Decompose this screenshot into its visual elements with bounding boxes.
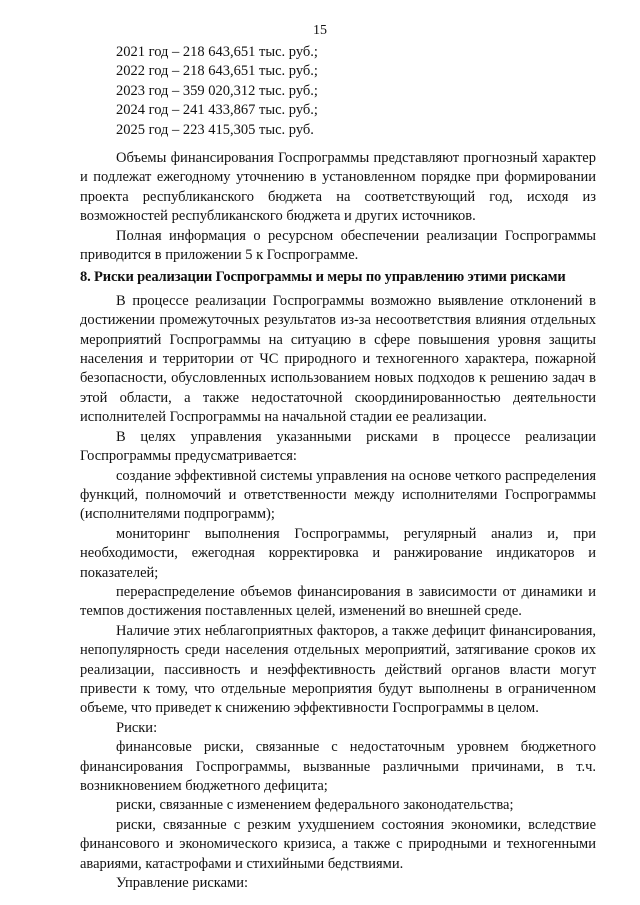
- list-item: риски, связанные с резким ухудшением состояния экономики, вследствие финансового и экономического кризиса, а также с природными и техногенными авариями, катастрофами и стихийными бедствиями.: [80, 816, 596, 872]
- paragraph: Наличие этих неблагоприятных факторов, а также дефицит финансирования, непопулярность среди населения отдельных мероприятий, затягивание сроков их реализации, пассивность и неэффективность действий органов власти могут привести к тому, что отдельные мероприятия будут выполнены в ограниченном объеме, что приведет к снижению эффективности Госпрограммы в целом.: [80, 622, 596, 717]
- funding-year-item: 2025 год – 223 415,305 тыс. руб.: [116, 121, 314, 138]
- funding-year-item: 2022 год – 218 643,651 тыс. руб.;: [116, 63, 318, 80]
- list-item: перераспределение объемов финансирования в зависимости от динамики и темпов достижения поставленных целей, изменений во внешней среде.: [80, 583, 596, 620]
- paragraph: Управление рисками:: [116, 875, 249, 892]
- paragraph: Полная информация о ресурсном обеспечении реализации Госпрограммы приводится в приложении 5 к Госпрограмме.: [80, 227, 596, 264]
- list-item: мониторинг выполнения Госпрограммы, регулярный анализ и, при необходимости, ежегодная корректировка и ранжирование индикаторов и показателей;: [80, 525, 596, 581]
- list-item: создание эффективной системы управления на основе четкого распределения функций, полномочий и ответственности между исполнителями Госпрограммы (исполнителями подпрограмм);: [80, 467, 596, 523]
- funding-by-year-list: [116, 43, 318, 140]
- funding-year-item: 2024 год – 241 433,867 тыс. руб.;: [116, 102, 318, 119]
- section-heading: 8. Риски реализации Госпрограммы и меры по управлению этими рисками: [80, 269, 566, 286]
- paragraph: В процессе реализации Госпрограммы возможно выявление отклонений в достижении промежуточных результатов из-за несоответствия влияния отдельных мероприятий Госпрограммы на ситуацию в сфере повышения уровня защиты населения и территории от ЧС природного и техногенного характера, пожарной безопасности, обусловленных использованием новых подходов к решению задач в этой области, а также недостаточной скоординированностью деятельности исполнителей Госпрограммы на начальной стадии ее реализации.: [80, 292, 596, 426]
- funding-year-item: 2023 год – 359 020,312 тыс. руб.;: [116, 82, 318, 99]
- paragraph: Объемы финансирования Госпрограммы представляют прогнозный характер и подлежат ежегодному уточнению в установленном порядке при формировании проекта республиканского бюджета на соответствующий год, исходя из возможностей республиканского бюджета и других источников.: [80, 150, 596, 225]
- paragraph: Риски:: [116, 719, 158, 736]
- document-body: [80, 149, 596, 893]
- page-number: 15: [313, 23, 327, 38]
- funding-year-item: 2021 год – 218 643,651 тыс. руб.;: [116, 44, 318, 60]
- list-item: финансовые риски, связанные с недостаточным уровнем бюджетного финансирования Госпрограммы, вызванные различными причинами, в т.ч. возникновением бюджетного дефицита;: [80, 739, 596, 794]
- paragraph: В целях управления указанными рисками в процессе реализации Госпрограммы предусматривается:: [80, 428, 596, 465]
- list-item: риски, связанные с изменением федерального законодательства;: [116, 797, 514, 814]
